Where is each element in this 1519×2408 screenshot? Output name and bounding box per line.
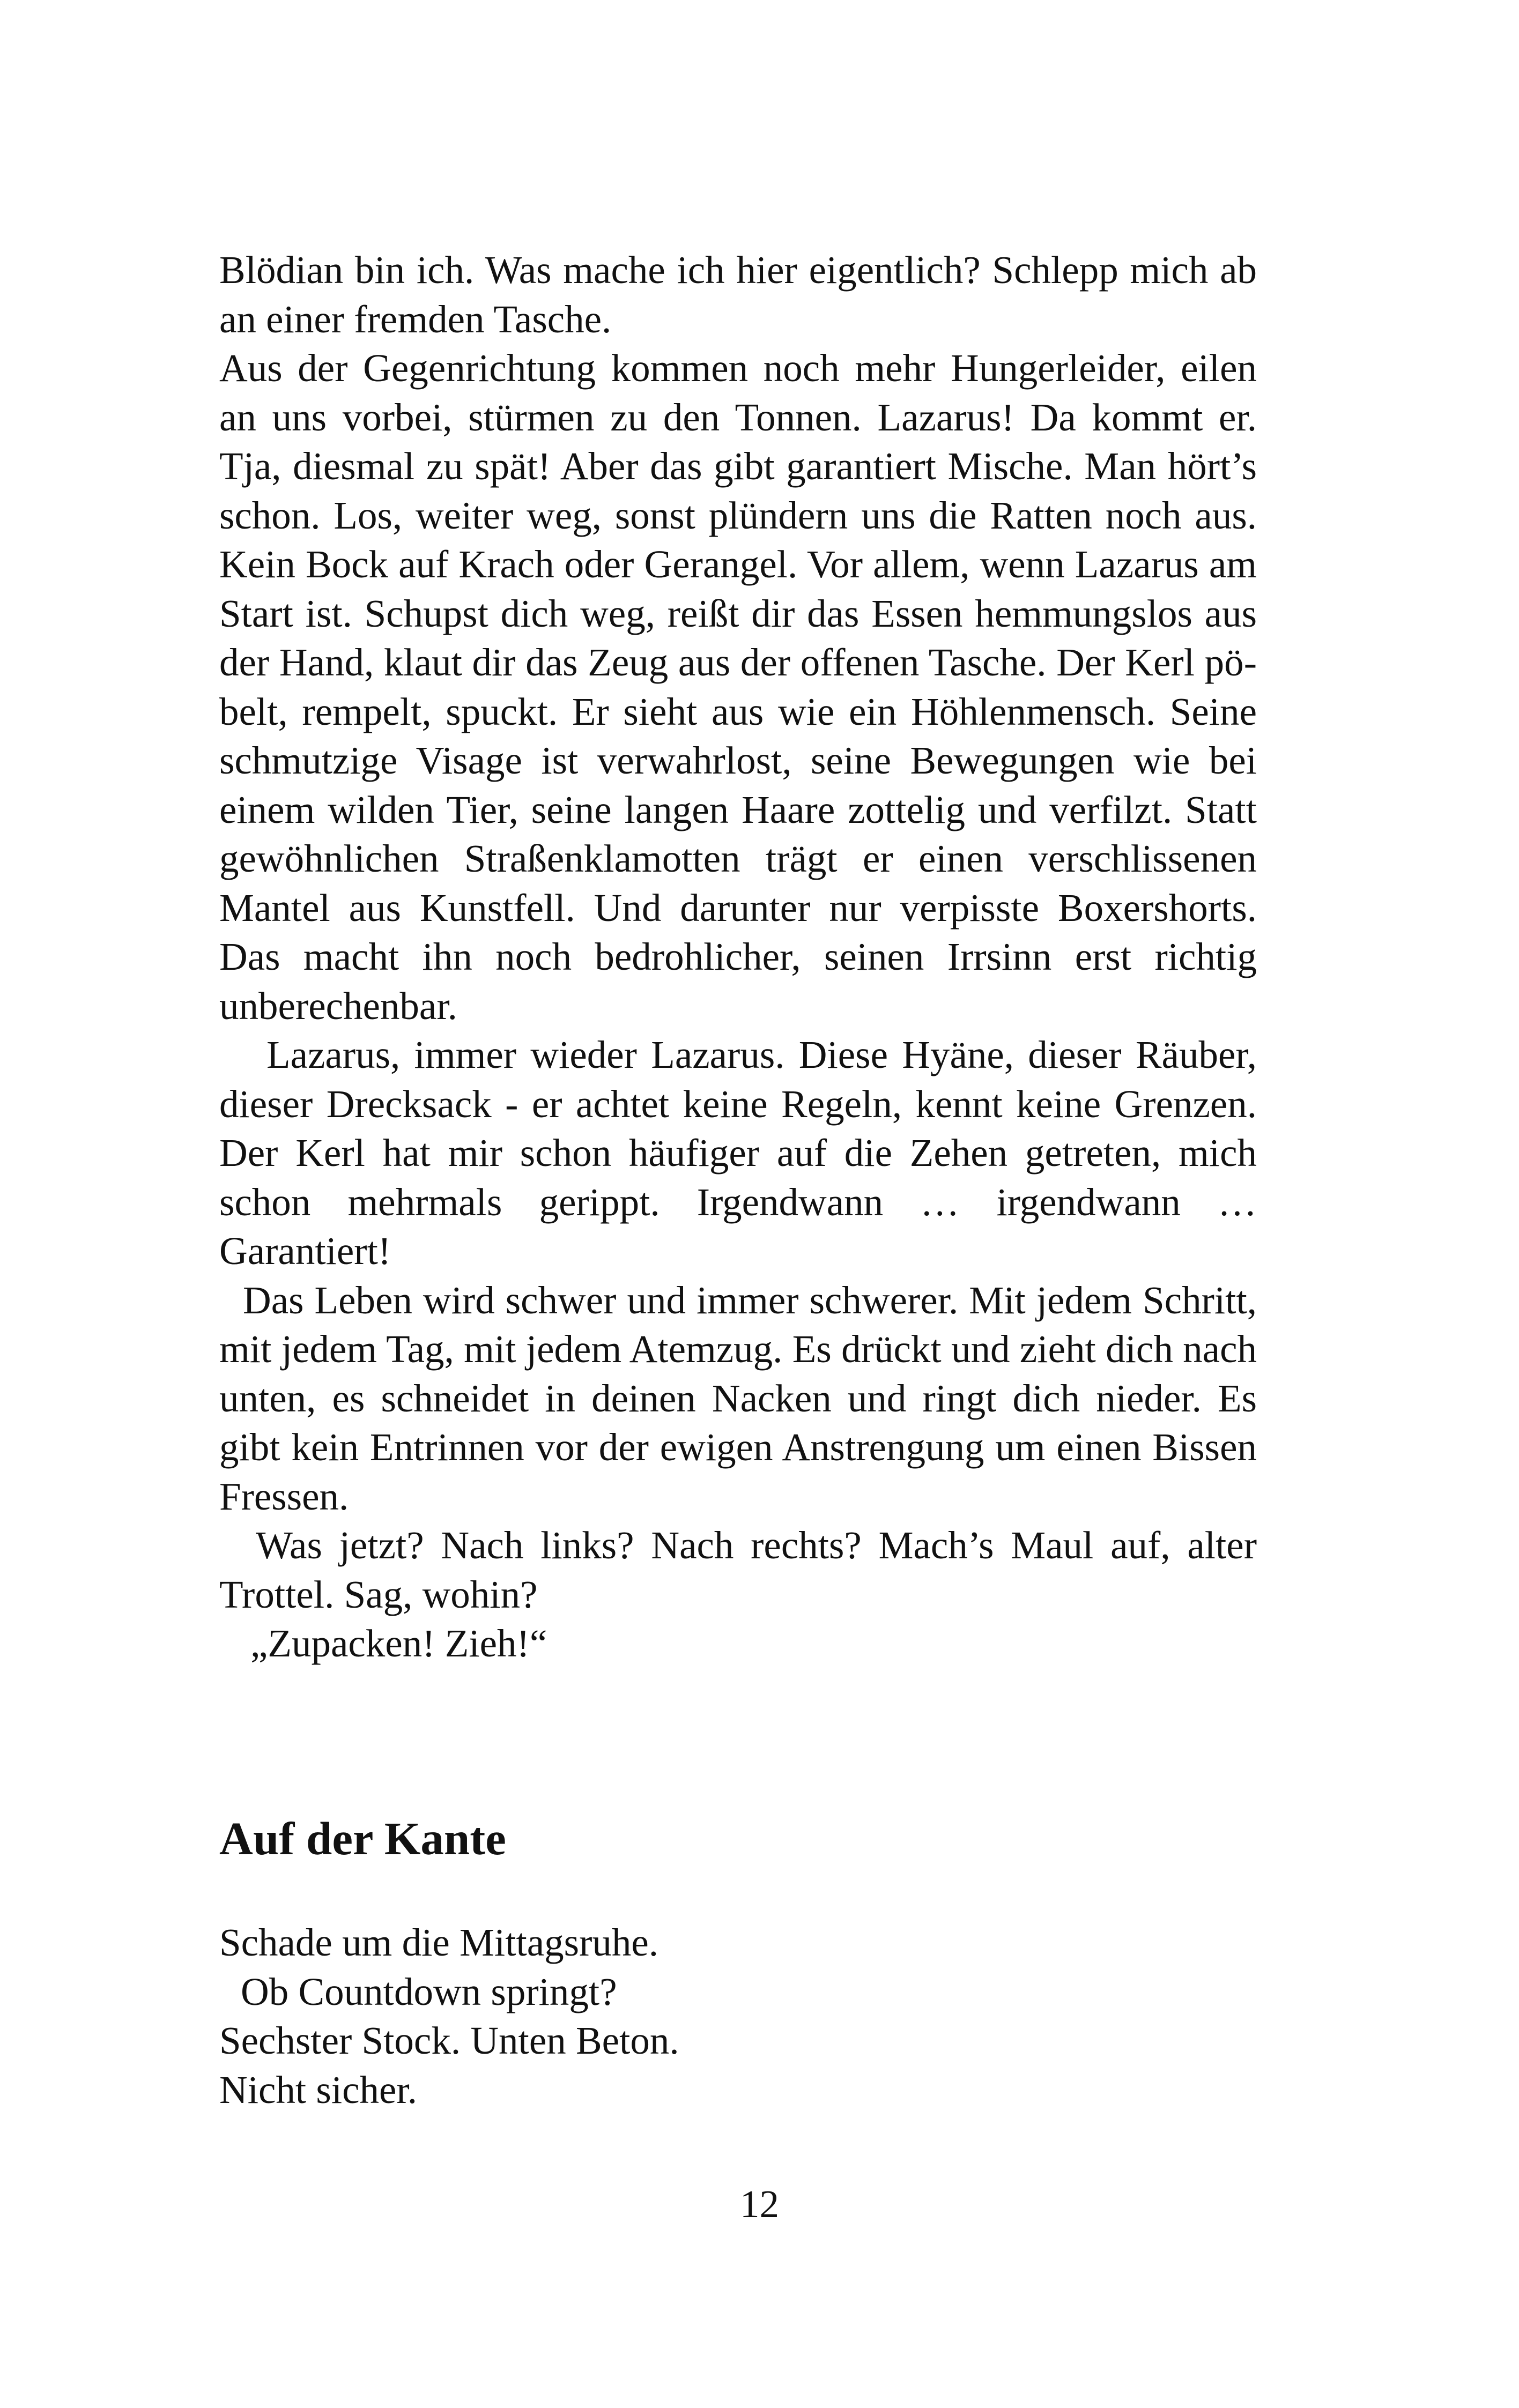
paragraph-5: Was jetzt? Nach links? Nach rechts? Mach’s Maul auf, alter Trottel. Sag, wohin?: [219, 1523, 1257, 1616]
page-number: 12: [740, 2182, 779, 2226]
poem-line-3: Sechster Stock. Unten Beton.: [219, 2019, 679, 2062]
paragraph-6: „Zupacken! Zieh!“: [250, 1622, 547, 1665]
poem-block: [219, 1918, 1257, 2114]
poem-line-1: Schade um die Mittagsruhe.: [219, 1921, 659, 1964]
body-text: [219, 246, 1257, 1668]
paragraph-2: Aus der Gegenrichtung kommen noch mehr Hungerleider, eilen an uns vorbei, stürmen zu den Tonnen. Lazarus! Da kommt er. Tja, diesmal zu spät! Aber das gibt garantiert Mische. Man hört’s schon. Los, weiter weg, sonst plündern uns die Ratten noch aus. Kein Bock auf Krach oder Gerangel. Vor allem, wenn Lazarus am Start ist. Schupst dich weg, reißt dir das Essen hemmungslos aus der Hand, klaut dir das Zeug aus der offenen Tasche. Der Kerl pöbelt, rempelt, spuckt. Er sieht aus wie ein Höhlenmensch. Seine schmutzige Visage ist verwahrlost, seine Bewegungen wie bei einem wilden Tier, seine langen Haare zottelig und verfilzt. Statt gewöhnlichen Straßenklamotten trägt er einen verschlissenen Mantel aus Kunstfell. Und darunter nur verpisste Boxershorts. Das macht ihn noch bedrohlicher, seinen Irrsinn erst richtig unberechenbar.: [219, 346, 1257, 1028]
paragraph-3: Lazarus, immer wieder Lazarus. Diese Hyäne, dieser Räuber, dieser Drecksack - er achtet keine Regeln, kennt keine Grenzen. Der Kerl hat mir schon häufiger auf die Zehen getreten, mich schon mehrmals gerippt. Irgendwann … irgendwann … Garantiert!: [219, 1033, 1257, 1273]
paragraph-1: Blödian bin ich. Was mache ich hier eigentlich? Schlepp mich ab an einer fremden Tasche.: [219, 248, 1257, 341]
poem-line-4: Nicht sicher.: [219, 2068, 417, 2112]
paragraph-4: Das Leben wird schwer und immer schwerer. Mit jedem Schritt, mit jedem Tag, mit jedem Atemzug. Es drückt und zieht dich nach unten, es schneidet in deinen Nacken und ringt dich nieder. Es gibt kein Entrinnen vor der ewigen Anstrengung um einen Bissen Fressen.: [219, 1278, 1257, 1518]
poem-line-2: Ob Countdown springt?: [241, 1969, 617, 2013]
section-heading: Auf der Kante: [219, 1812, 506, 1864]
